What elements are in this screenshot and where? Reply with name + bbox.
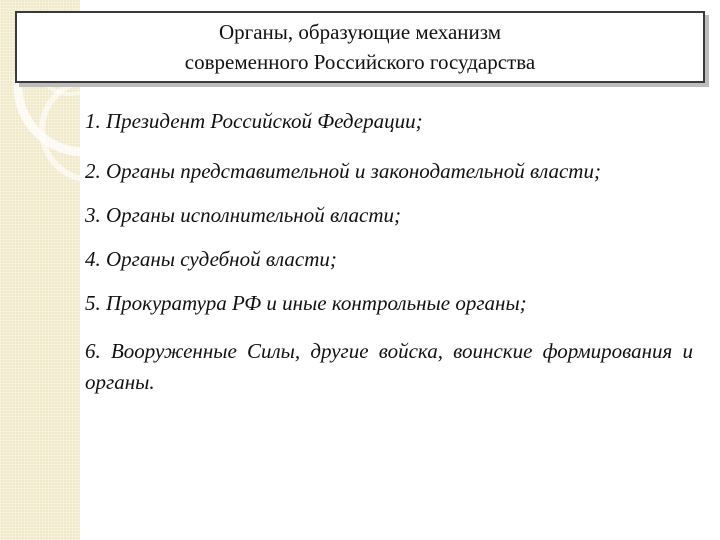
list-item-executive: 3. Органы исполнительной власти; — [85, 203, 401, 227]
list-item-judicial: 4. Органы судебной власти; — [85, 247, 337, 271]
title-line-1: Органы, образующие механизм — [218, 20, 502, 44]
title-line-2: современного Российского государства — [184, 50, 536, 74]
list-item-armed-forces: 6. Вооруженные Силы, другие войска, воинские формирования и органы. — [85, 339, 693, 394]
title-box — [15, 11, 705, 83]
organs-list — [85, 106, 693, 398]
list-item-prosecution: 5. Прокуратура РФ и иные контрольные органы; — [85, 291, 527, 315]
list-item-president: 1. Президент Российской Федерации; — [85, 109, 423, 133]
list-item-legislative: 2. Органы представительной и законодательной власти; — [85, 159, 601, 183]
